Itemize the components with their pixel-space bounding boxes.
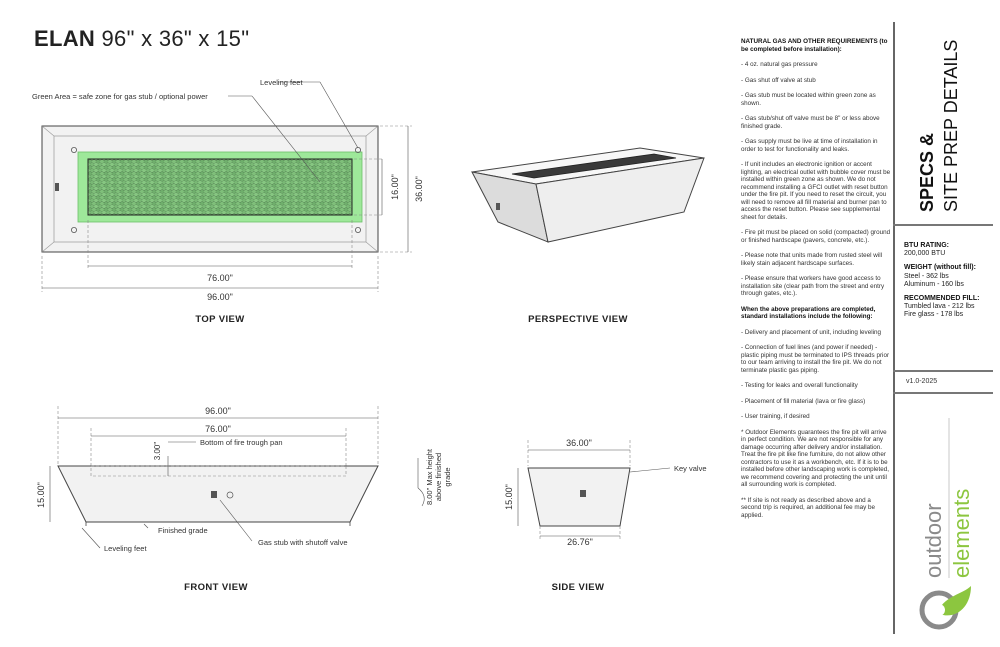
label-side-view: SIDE VIEW: [551, 582, 605, 593]
burner-pan: [88, 159, 352, 215]
note-item: - Gas stub/shut off valve must be 8" or less above finished grade.: [741, 115, 880, 130]
note-item: - Gas supply must be live at time of installation in order to test for functionality and leaks.: [741, 138, 878, 153]
dim-top-inner-depth: 16.00": [390, 174, 400, 200]
dim-top-outer-width: 96.00": [207, 292, 233, 302]
weight-label: WEIGHT (without fill):: [904, 264, 976, 272]
dim-front-inner-width: 76.00": [205, 424, 231, 434]
brand-word-elements: elements: [949, 488, 974, 578]
fill-lava: Tumbled lava - 212 lbs: [904, 303, 975, 311]
side-view-drawing: [496, 430, 726, 550]
top-view-drawing: [20, 70, 440, 300]
model-name: ELAN: [34, 26, 96, 51]
specs-title: [905, 30, 965, 215]
max-height-note: [425, 448, 452, 505]
version-label: v1.0-2025: [906, 378, 938, 385]
dim-side-bottom-width: 26.76": [567, 537, 593, 547]
note-item: - Placement of fill material (lava or fire glass): [741, 397, 866, 405]
callout-top-leveling-feet: Leveling feet: [260, 78, 303, 87]
btu-value: 200,000 BTU: [904, 250, 946, 258]
notes-heading: NATURAL GAS AND OTHER REQUIREMENTS (to be completed before installation):: [741, 38, 888, 53]
svg-text:8.00" Max height: 8.00" Max height: [425, 448, 434, 506]
front-body: [58, 466, 378, 522]
note-item: - Gas shut off valve at stub: [741, 76, 816, 84]
note-item: - Please note that units made from rusted steel will likely stain adjacent hardscape surfaces.: [741, 252, 883, 267]
dim-side-height: 15.00": [504, 484, 514, 510]
divider: [893, 392, 993, 394]
dim-top-outer-depth: 36.00": [414, 176, 424, 202]
fill-label: RECOMMENDED FILL:: [904, 295, 980, 303]
specs-title-line1: SPECS &: [917, 132, 937, 212]
label-front-view: FRONT VIEW: [184, 582, 248, 593]
note-item: ** If site is not ready as described above and a second trip is required, an additional fee may be applied.: [741, 496, 876, 519]
note-item: - 4 oz. natural gas pressure: [741, 61, 818, 68]
callout-gas-stub: Gas stub with shutoff valve: [258, 538, 348, 547]
page-title: [34, 26, 249, 52]
fill-glass: Fire glass - 178 lbs: [904, 311, 964, 319]
dim-top-inner-width: 76.00": [207, 273, 233, 283]
callout-green-area: Green Area = safe zone for gas stub / optional power: [32, 92, 208, 101]
svg-text:above finished: above finished: [434, 452, 443, 502]
side-body: [528, 468, 630, 526]
note-item: - Connection of fuel lines (and power if needed) - plastic piping must be terminated to IPS threads prior to our team arriving to install the fire pit. We do not terminate plastic gas piping.: [741, 344, 890, 374]
callout-key-valve: Key valve: [674, 464, 707, 473]
note-item: - If unit includes an electronic ignition or accent lighting, an electrical outlet with bubble cover must be installed within green zone as shown. We do not recommend installing a GFCI outlet with reset button under the fire pit. If you need to reset the circuit, you will need to remove all fill material and burner pan to access the reset button. Please see supplemental sheet for details.: [741, 161, 891, 221]
leaf-logo-icon: [922, 586, 971, 627]
brand-word-outdoor: outdoor: [921, 503, 946, 578]
weight-steel: Steel - 362 lbs: [904, 272, 949, 280]
dim-front-top-width: 96.00": [205, 406, 231, 416]
note-item: - Please ensure that workers have good access to installation site (clear path from the street and entry through gates, etc.).: [741, 275, 885, 297]
dim-front-pan-depth: 3.00": [153, 441, 162, 461]
requirements-notes: [741, 38, 891, 527]
label-perspective-view: PERSPECTIVE VIEW: [528, 314, 628, 325]
btu-label: BTU RATING:: [904, 242, 949, 249]
model-dims: 96" x 36" x 15": [101, 26, 250, 51]
label-top-view: TOP VIEW: [195, 314, 245, 325]
brand-logo: [905, 410, 993, 635]
callout-finished-grade: Finished grade: [158, 526, 208, 535]
note-item: * Outdoor Elements guarantees the fire pit will arrive in perfect condition. We are not responsible for any damage occurring after delivery and/or installation. Treat the fire pit like fine furniture, do not allow other contractors to use it as a workbench, etc. If it is to be installed before other landscaping work is completed, we recommend covering and protecting the unit until all surrounding work is completed.: [741, 428, 890, 488]
note-item: - Testing for leaks and overall functionality: [741, 382, 858, 389]
note-item: - Delivery and placement of unit, including leveling: [741, 328, 882, 336]
note-item: - Gas stub must be located within green zone as shown.: [741, 92, 876, 107]
divider: [893, 224, 993, 226]
note-item: - Fire pit must be placed on solid (compacted) ground or finished hardscape (pavers, concrete, etc.).: [741, 229, 891, 244]
weight-aluminum: Aluminum - 160 lbs: [904, 280, 964, 288]
perspective-view-drawing: [440, 130, 720, 260]
dim-side-top-width: 36.00": [566, 438, 592, 448]
divider: [893, 370, 993, 372]
note-item: - User training, if desired: [741, 413, 810, 420]
spec-list: [904, 242, 996, 326]
callout-bottom-pan: Bottom of fire trough pan: [200, 438, 283, 447]
front-view-drawing: [20, 398, 450, 558]
specs-title-line2: SITE PREP DETAILS: [941, 39, 961, 212]
dim-front-height: 15.00": [36, 482, 46, 508]
notes-heading-2: When the above preparations are completed, standard installations include the following:: [741, 305, 876, 320]
callout-front-leveling-feet: Leveling feet: [104, 544, 147, 553]
svg-text:grade: grade: [443, 467, 452, 487]
